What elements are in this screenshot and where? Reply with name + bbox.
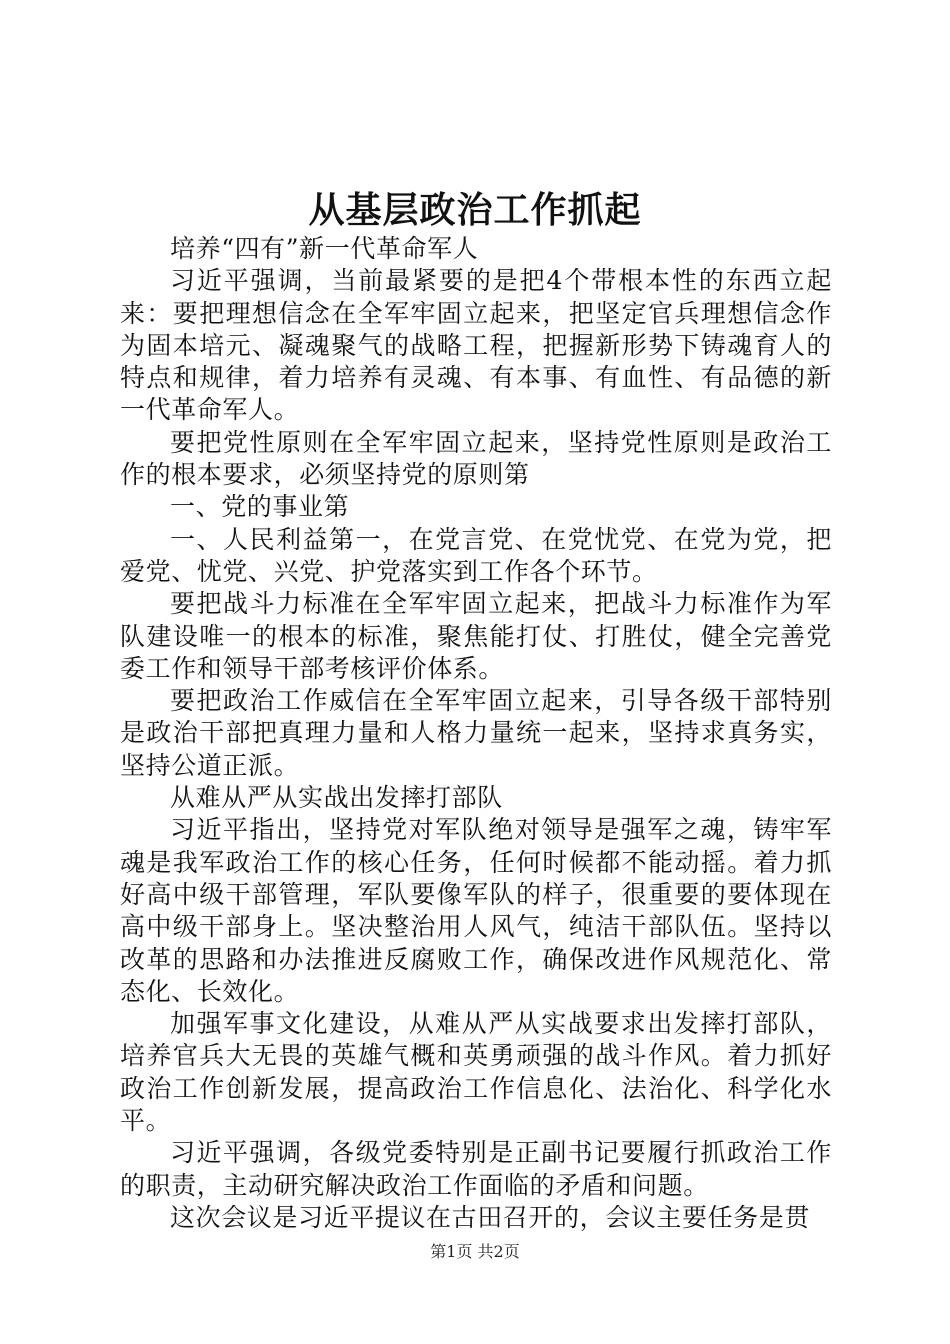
document-body xyxy=(120,233,832,1234)
body-paragraph: 一、人民利益第一，在党言党、在党忧党、在党为党，把爱党、忧党、兴党、护党落实到工作各个环节。 xyxy=(120,524,832,586)
body-paragraph: 习近平强调，当前最紧要的是把4个带根本性的东西立起来：要把理想信念在全军牢固立起来，把坚定官兵理想信念作为固本培元、凝魂聚气的战略工程，把握新形势下铸魂育人的特点和规律，着力培养有灵魂、有本事、有血性、有品德的新一代革命军人。 xyxy=(120,266,832,425)
body-paragraph: 这次会议是习近平提议在古田召开的，会议主要任务是贯 xyxy=(170,1202,811,1232)
document-title: 从基层政治工作抓起 xyxy=(308,189,642,231)
section-heading: 培养“四有”新一代革命军人 xyxy=(170,234,479,263)
body-paragraph: 要把党性原则在全军牢固立起来，坚持党性原则是政治工作的根本要求，必须坚持党的原则第 xyxy=(120,427,832,490)
body-paragraph: 习近平强调，各级党委特别是正副书记要履行抓政治工作的职责，主动研究解决政治工作面临的矛盾和问题。 xyxy=(120,1138,832,1200)
page-number-footer: 第1页 共2页 xyxy=(430,1242,520,1261)
body-paragraph: 一、党的事业第 xyxy=(170,492,350,522)
body-paragraph: 加强军事文化建设，从难从严从实战要求出发摔打部队，培养官兵大无畏的英雄气概和英勇顽强的战斗作风。着力抓好政治工作创新发展，提高政治工作信息化、法治化、科学化水平。 xyxy=(120,1009,832,1136)
body-paragraph: 要把政治工作威信在全军牢固立起来，引导各级干部特别是政治干部把真理力量和人格力量统一起来，坚持求真务实，坚持公道正派。 xyxy=(120,686,832,780)
section-heading: 从难从严从实战出发摔打部队 xyxy=(170,783,503,813)
body-paragraph: 习近平指出，坚持党对军队绝对领导是强军之魂，铸牢军魂是我军政治工作的核心任务，任何时候都不能动摇。着力抓好高中级干部管理，军队要像军队的样子，很重要的要体现在高中级干部身上。坚决整治用人风气，纯洁干部队伍。坚持以改革的思路和办法推进反腐败工作，确保改进作风规范化、常态化、长效化。 xyxy=(120,815,832,1006)
body-paragraph: 要把战斗力标准在全军牢固立起来，把战斗力标准作为军队建设唯一的根本的标准，聚焦能打仗、打胜仗，健全完善党委工作和领导干部考核评价体系。 xyxy=(120,589,832,683)
